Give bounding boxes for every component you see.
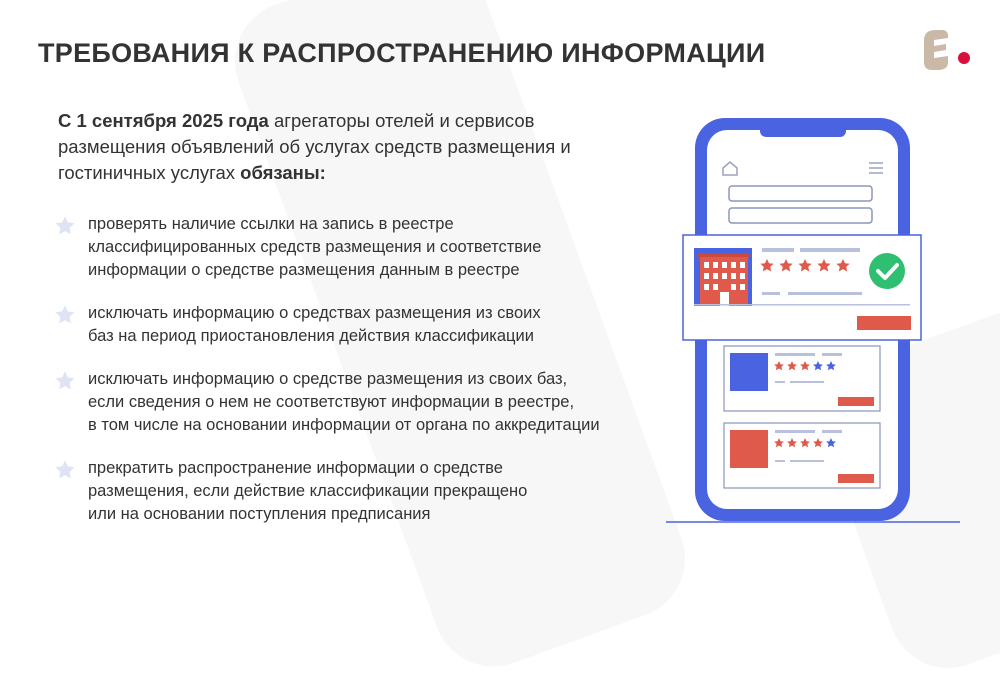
hotel-building-icon [694, 248, 752, 306]
list-item [54, 457, 654, 526]
list-item-text: прекратить распространение информации о средстве размещения, если действие классификации прекращено или на основании поступления предписания [88, 459, 528, 523]
intro-text: агрегаторы отелей и сервисов размещения объявлений об услугах средств размещения и гостиничных услугах [58, 110, 571, 183]
list-item-text: исключать информацию о средстве размещения из своих баз, если сведения о нем не соответствуют информации в реестре, в том числе на основании информации от органа по аккредитации [88, 370, 600, 434]
intro-date: С 1 сентября 2025 года [58, 110, 269, 131]
list-item [54, 368, 654, 437]
star-icon [54, 304, 76, 326]
star-icon [54, 215, 76, 237]
list-item [54, 213, 654, 282]
page-title: ТРЕБОВАНИЯ К РАСПРОСТРАНЕНИЮ ИНФОРМАЦИИ [38, 38, 766, 68]
brand-logo-icon [918, 26, 976, 74]
intro-paragraph [58, 108, 598, 186]
list-item-text: исключать информацию о средствах размещения из своих баз на период приостановления действия классификации [88, 304, 541, 345]
checkmark-icon [869, 253, 905, 289]
smartphone-icon [660, 110, 970, 530]
star-icon [54, 370, 76, 392]
star-icon [54, 459, 76, 481]
requirements-list [54, 213, 654, 526]
intro-obliged: обязаны: [240, 162, 326, 183]
list-item-text: проверять наличие ссылки на запись в реестре классифицированных средств размещения и соответствие информации о средстве размещения данным в реестре [88, 215, 542, 279]
list-item [54, 302, 654, 348]
